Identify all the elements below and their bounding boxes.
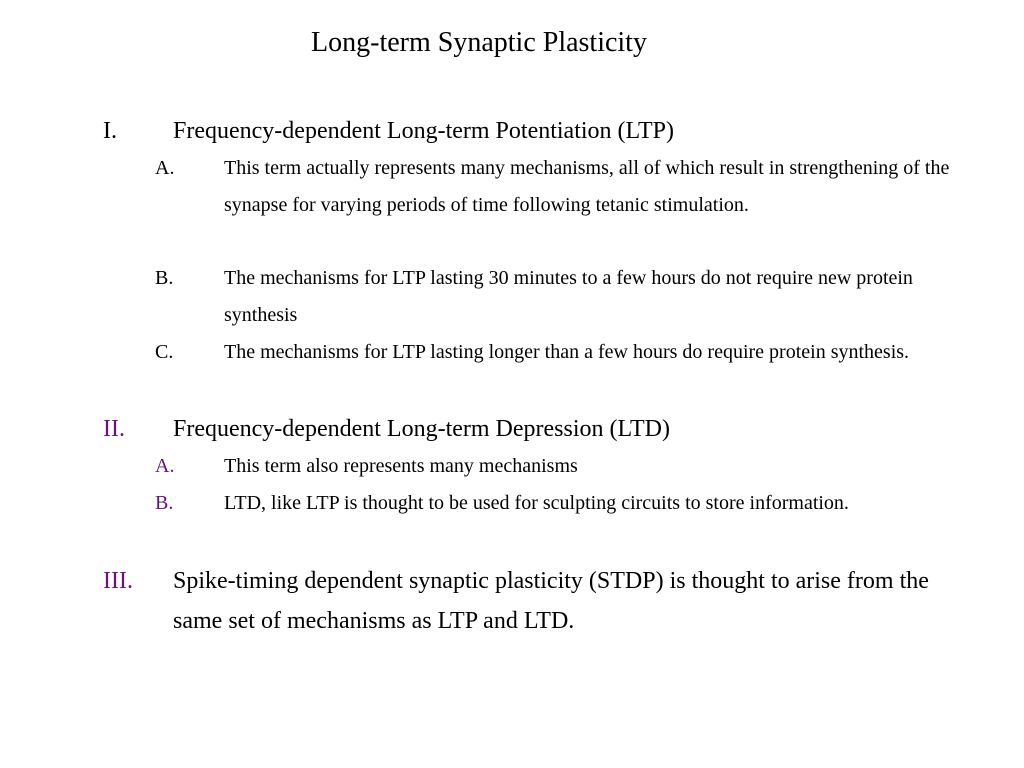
outline-marker-2b: B.	[155, 492, 174, 514]
outline-text-1b: The mechanisms for LTP lasting 30 minutes to a few hours do not require new protein synthesis	[224, 267, 913, 326]
outline-marker-1c: C.	[155, 341, 174, 363]
outline-text-2: Frequency-dependent Long-term Depression (LTD)	[173, 416, 670, 442]
outline-text-1c: The mechanisms for LTP lasting longer than a few hours do require protein synthesis.	[224, 341, 910, 363]
outline-text-1: Frequency-dependent Long-term Potentiation (LTP)	[173, 118, 674, 144]
outline-marker-1: I.	[103, 118, 117, 144]
outline-text-2b: LTD, like LTP is thought to be used for sculpting circuits to store information.	[224, 492, 849, 514]
outline-marker-1a: A.	[155, 157, 175, 179]
outline-marker-2: II.	[103, 416, 125, 442]
outline-text-3: Spike-timing dependent synaptic plasticity (STDP) is thought to arise from the same set of mechanisms as LTP and LTD.	[173, 568, 929, 634]
outline-marker-3: III.	[103, 568, 133, 594]
slide-title: Long-term Synaptic Plasticity	[311, 27, 647, 58]
outline-marker-2a: A.	[155, 455, 175, 477]
outline-text-2a: This term also represents many mechanisms	[224, 455, 578, 477]
outline-text-1a: This term actually represents many mechanisms, all of which result in strengthening of the synapse for varying periods of time following tetanic stimulation.	[224, 157, 950, 216]
outline-marker-1b: B.	[155, 267, 174, 289]
